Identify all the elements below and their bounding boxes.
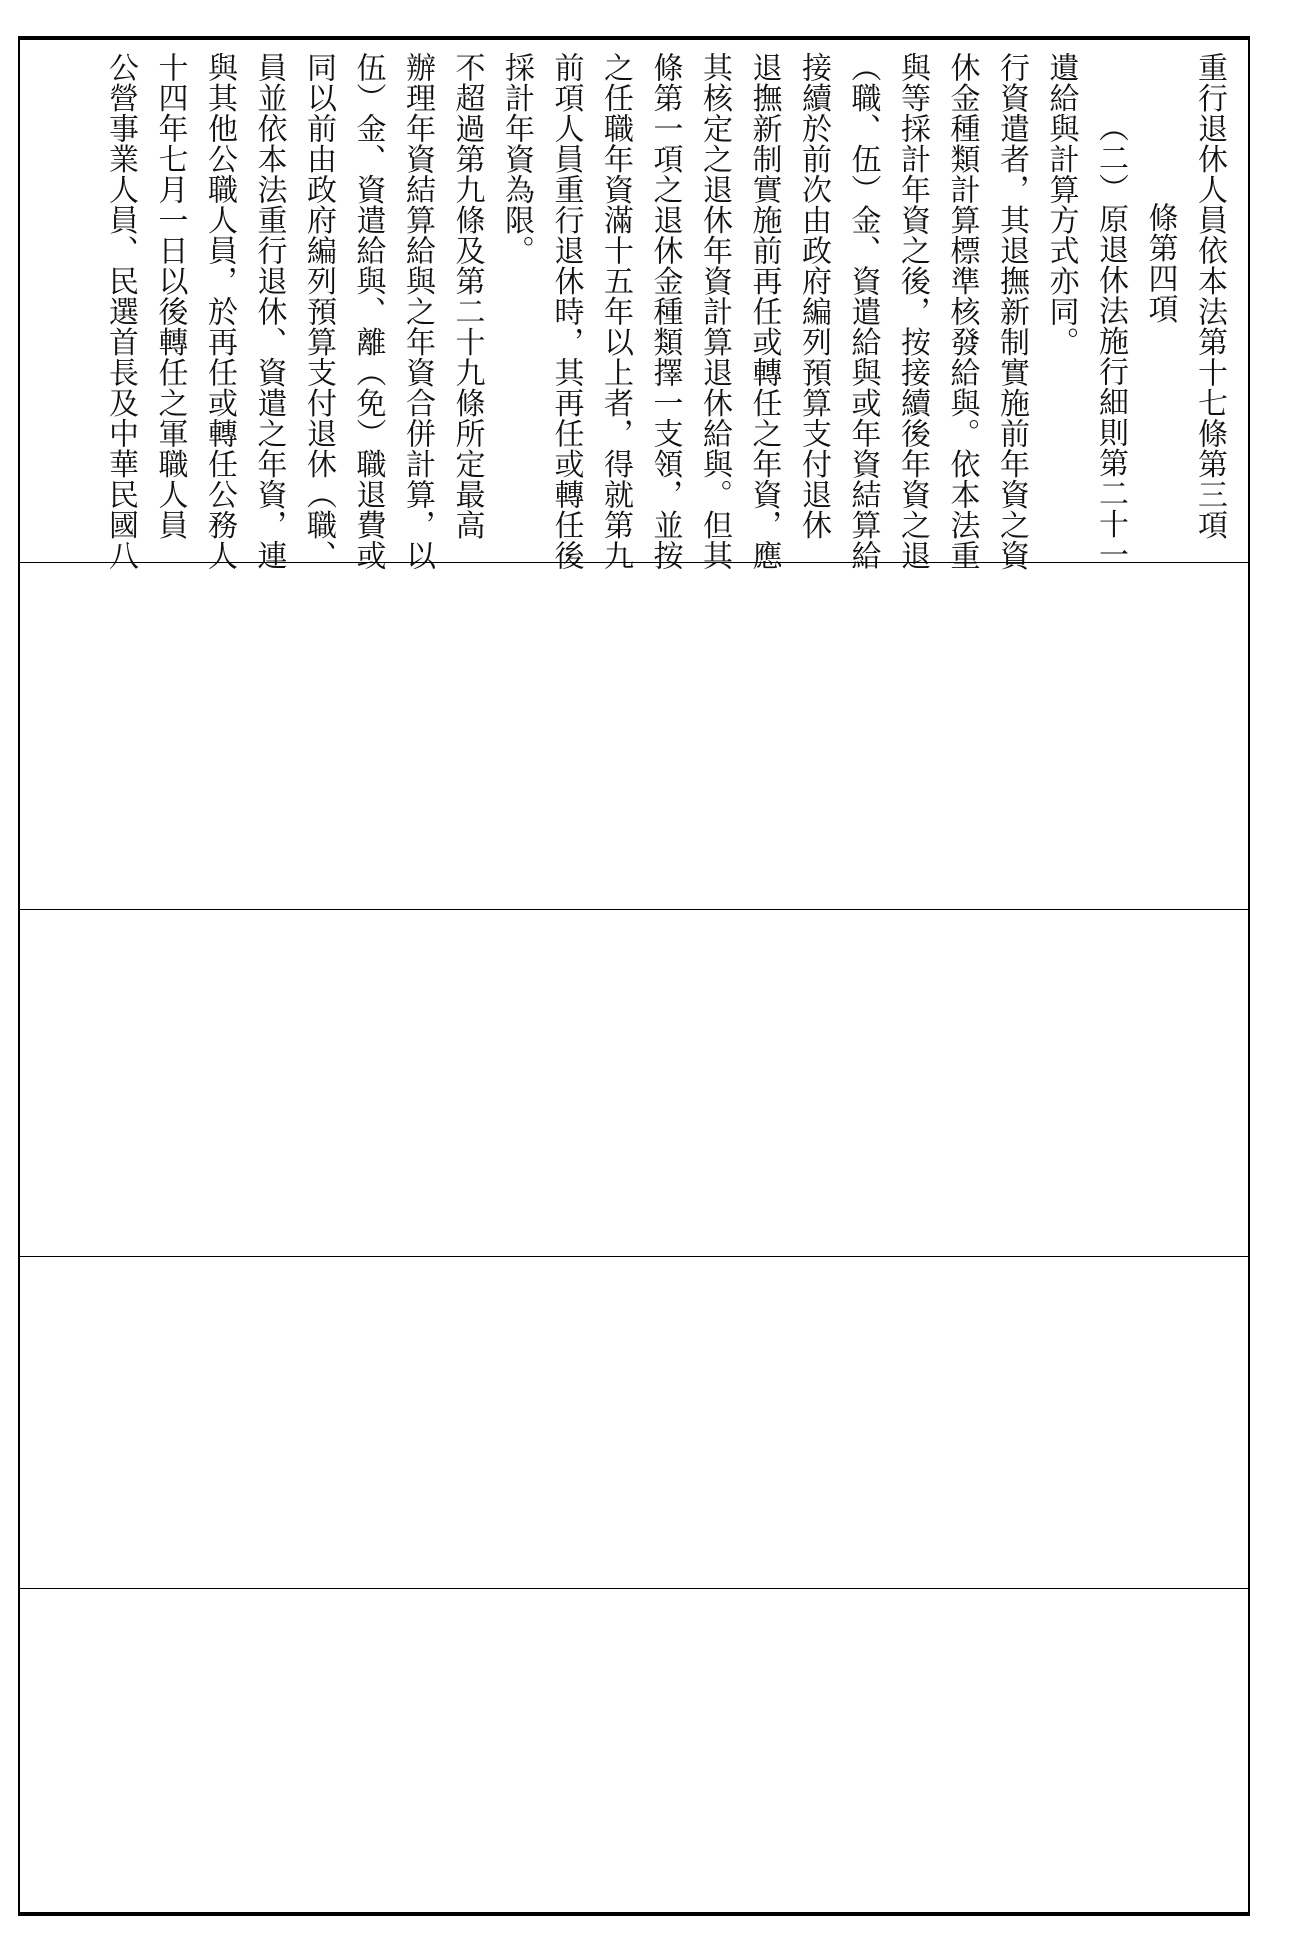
text-line: （二）原退休法施行細則第二十一: [1093, 112, 1128, 570]
text-line: 其核定之退休年資計算退休給與。但其: [697, 52, 732, 571]
text-line: 同以前由政府編列預算支付退休（職、: [301, 52, 336, 571]
text-line: 前項人員重行退休時，其再任或轉任後: [548, 52, 584, 571]
text-line: 採計年資為限。: [499, 52, 534, 266]
text-line: 與其他公職人員，於再任或轉任公務人: [202, 52, 237, 571]
text-line: 條第一項之退休金種類擇一支領，並按: [647, 52, 683, 571]
text-line: 與等採計年資之後，按接續後年資之退: [895, 52, 930, 571]
text-line: 退撫新制實施前再任或轉任之年資，應: [746, 52, 782, 571]
text-line: 十四年七月一日以後轉任之軍職人員: [152, 52, 188, 540]
text-line: 行資遣者，其退撫新制實施前年資之資: [994, 52, 1029, 571]
table-row-empty: [20, 1256, 1248, 1588]
text-line: 之任職年資滿十五年以上者，得就第九: [598, 52, 633, 571]
table-row-text: [20, 40, 1248, 571]
text-line: 伍）金、資遣給與、離（免）職退費或: [350, 52, 386, 571]
text-line: 休金種類計算標準核發給與。依本法重: [944, 52, 980, 571]
document-table: [18, 36, 1250, 1916]
text-line: 條第四項: [1142, 202, 1178, 324]
text-line: （職、伍）金、資遣給與或年資結算給: [845, 52, 881, 571]
table-row-empty: [20, 562, 1248, 909]
text-line: 辦理年資結算給與之年資合併計算，以: [400, 52, 435, 571]
table-row-empty: [20, 1588, 1248, 1916]
text-line: 遺給與計算方式亦同。: [1043, 52, 1079, 357]
text-line: 接續於前次由政府編列預算支付退休: [796, 52, 831, 540]
text-line: 重行退休人員依本法第十七條第三項: [1192, 52, 1227, 540]
text-line: 公營事業人員、民選首長及中華民國八: [103, 52, 138, 571]
table-row-empty: [20, 909, 1248, 1256]
text-line: 不超過第九條及第二十九條所定最高: [449, 52, 485, 540]
text-line: 員並依本法重行退休、資遣之年資，連: [251, 52, 287, 571]
vertical-text-block: [96, 52, 1235, 571]
